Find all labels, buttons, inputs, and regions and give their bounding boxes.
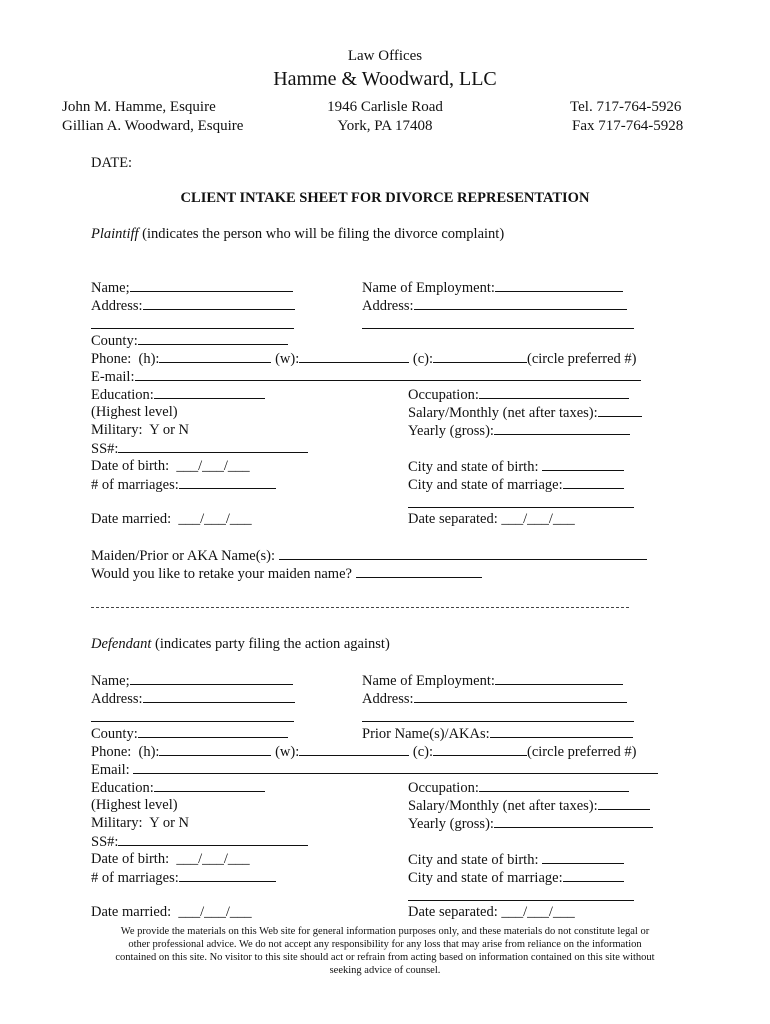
plaintiff-phone-field[interactable]: Phone: (h): (w): (c): (circle preferred #) bbox=[91, 351, 637, 367]
plaintiff-highest-level: (Highest level) bbox=[91, 404, 178, 420]
plaintiff-email-field[interactable]: E-mail: bbox=[91, 368, 641, 385]
disclaimer-line-1: We provide the materials on this Web site for general information purposes only, and these materials do not constitute legal or bbox=[120, 926, 650, 937]
defendant-highest-level: (Highest level) bbox=[91, 797, 178, 813]
plaintiff-date-married-field[interactable]: Date married: ___/___/___ bbox=[91, 511, 252, 527]
defendant-heading-note: (indicates party filing the action against) bbox=[151, 636, 390, 652]
disclaimer-line-4: seeking advice of counsel. bbox=[329, 965, 441, 976]
defendant-phone-field[interactable]: Phone: (h): (w): (c): (circle preferred #) bbox=[91, 744, 637, 760]
plaintiff-marriage-place-field[interactable]: City and state of marriage: bbox=[408, 476, 624, 493]
plaintiff-employer-address-field[interactable]: Address: bbox=[362, 297, 627, 314]
defendant-marriage-place-line-2[interactable] bbox=[408, 900, 634, 901]
defendant-salary-field[interactable]: Salary/Monthly (net after taxes): bbox=[408, 797, 650, 814]
defendant-email-field[interactable]: Email: bbox=[91, 761, 658, 778]
defendant-ss-field[interactable]: SS#: bbox=[91, 833, 308, 850]
plaintiff-salary-field[interactable]: Salary/Monthly (net after taxes): bbox=[408, 404, 642, 421]
defendant-employer-address-field[interactable]: Address: bbox=[362, 690, 627, 707]
plaintiff-marriages-field[interactable]: # of marriages: bbox=[91, 476, 276, 493]
plaintiff-ss-field[interactable]: SS#: bbox=[91, 440, 308, 457]
attorney-1: John M. Hamme, Esquire bbox=[62, 99, 216, 115]
defendant-heading bbox=[91, 636, 390, 652]
form-title: CLIENT INTAKE SHEET FOR DIVORCE REPRESENTATION bbox=[180, 190, 590, 206]
defendant-county-field[interactable]: County: bbox=[91, 725, 288, 742]
plaintiff-address-field[interactable]: Address: bbox=[91, 297, 295, 314]
plaintiff-education-field[interactable]: Education: bbox=[91, 386, 265, 403]
plaintiff-maiden-field[interactable]: Maiden/Prior or AKA Name(s): bbox=[91, 547, 647, 564]
plaintiff-heading bbox=[91, 226, 504, 242]
plaintiff-heading-word: Plaintiff bbox=[91, 226, 139, 242]
defendant-occupation-field[interactable]: Occupation: bbox=[408, 779, 629, 796]
defendant-name-field[interactable]: Name; bbox=[91, 672, 293, 689]
plaintiff-employment-field[interactable]: Name of Employment: bbox=[362, 279, 623, 296]
defendant-marriages-field[interactable]: # of marriages: bbox=[91, 869, 276, 886]
defendant-dob-field[interactable]: Date of birth: ___/___/___ bbox=[91, 851, 250, 867]
plaintiff-birthplace-field[interactable]: City and state of birth: bbox=[408, 458, 624, 475]
plaintiff-county-field[interactable]: County: bbox=[91, 332, 288, 349]
defendant-address-field[interactable]: Address: bbox=[91, 690, 295, 707]
address-line-1: 1946 Carlisle Road bbox=[327, 99, 443, 115]
plaintiff-marriage-place-line-2[interactable] bbox=[408, 507, 634, 508]
plaintiff-employer-address-line-2[interactable] bbox=[362, 328, 634, 329]
telephone: Tel. 717-764-5926 bbox=[570, 99, 682, 115]
defendant-yearly-field[interactable]: Yearly (gross): bbox=[408, 815, 653, 832]
firm-name: Hamme & Woodward, LLC bbox=[273, 68, 497, 90]
defendant-address-line-2[interactable] bbox=[91, 721, 294, 722]
address-line-2: York, PA 17408 bbox=[337, 118, 433, 134]
plaintiff-yearly-field[interactable]: Yearly (gross): bbox=[408, 422, 630, 439]
plaintiff-date-separated-field[interactable]: Date separated: ___/___/___ bbox=[408, 511, 575, 527]
plaintiff-heading-note: (indicates the person who will be filing the divorce complaint) bbox=[138, 226, 505, 242]
letterhead-subtitle: Law Offices bbox=[347, 48, 423, 64]
defendant-date-married-field[interactable]: Date married: ___/___/___ bbox=[91, 904, 252, 920]
defendant-marriage-place-field[interactable]: City and state of marriage: bbox=[408, 869, 624, 886]
plaintiff-address-line-2[interactable] bbox=[91, 328, 294, 329]
plaintiff-retake-field[interactable]: Would you like to retake your maiden name? bbox=[91, 565, 482, 582]
defendant-military[interactable]: Military: Y or N bbox=[91, 815, 189, 831]
defendant-birthplace-field[interactable]: City and state of birth: bbox=[408, 851, 624, 868]
defendant-employment-field[interactable]: Name of Employment: bbox=[362, 672, 623, 689]
plaintiff-dob-field[interactable]: Date of birth: ___/___/___ bbox=[91, 458, 250, 474]
disclaimer-line-3: contained on this site. No visitor to this site should act or refrain from acting based on information contained on this site without bbox=[115, 952, 655, 963]
defendant-employer-address-line-2[interactable] bbox=[362, 721, 634, 722]
defendant-prior-names-field[interactable]: Prior Name(s)/AKAs: bbox=[362, 725, 633, 742]
date-label: DATE: bbox=[91, 155, 133, 171]
section-divider bbox=[91, 607, 629, 608]
plaintiff-name-field[interactable]: Name; bbox=[91, 279, 293, 296]
defendant-date-separated-field[interactable]: Date separated: ___/___/___ bbox=[408, 904, 575, 920]
plaintiff-occupation-field[interactable]: Occupation: bbox=[408, 386, 629, 403]
attorney-2: Gillian A. Woodward, Esquire bbox=[62, 118, 244, 134]
fax: Fax 717-764-5928 bbox=[572, 118, 684, 134]
defendant-heading-word: Defendant bbox=[91, 636, 152, 652]
disclaimer-line-2: other professional advice. We do not accept any responsibility for any loss that may arise from reliance on the information bbox=[128, 939, 642, 950]
plaintiff-military[interactable]: Military: Y or N bbox=[91, 422, 189, 438]
defendant-education-field[interactable]: Education: bbox=[91, 779, 265, 796]
